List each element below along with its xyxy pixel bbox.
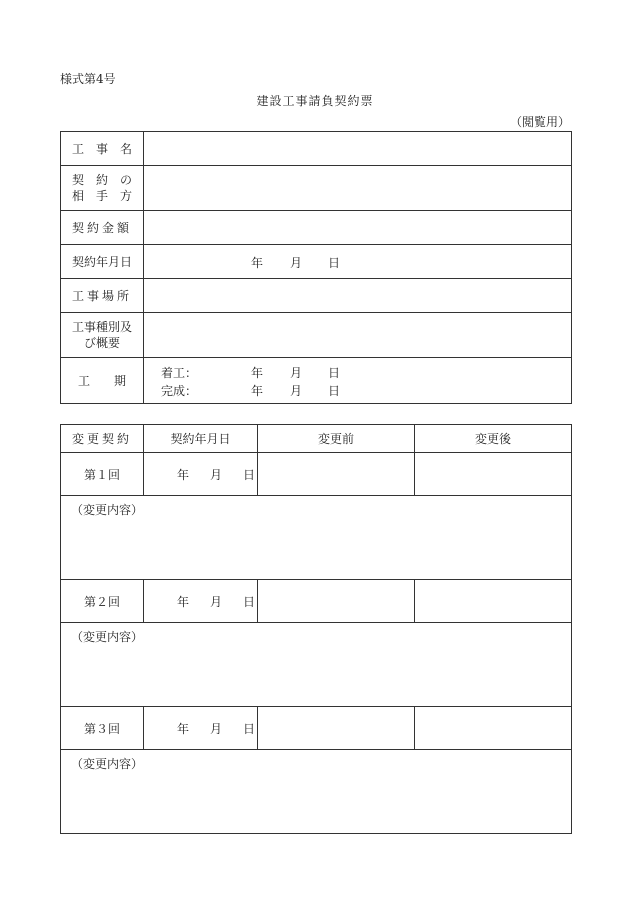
round-before-cell[interactable] (258, 453, 415, 496)
change-round-row (61, 580, 572, 623)
start-label: 着工： (161, 365, 198, 380)
row-work-type (61, 313, 572, 358)
label-counterparty-line1: 契 約 の (71, 173, 132, 187)
change-contents-label: （変更内容） (71, 630, 144, 644)
value-counterparty[interactable] (144, 166, 572, 211)
change-round-row (61, 707, 572, 750)
value-construction-site[interactable] (144, 279, 572, 313)
change-contents-label: （変更内容） (71, 757, 144, 771)
round-before-cell[interactable] (258, 580, 415, 623)
end-day: 日 (328, 383, 341, 398)
round-date-day: 日 (243, 722, 256, 736)
change-contents-row (61, 623, 572, 707)
value-work-type[interactable] (144, 313, 572, 358)
header-before-change: 変更前 (258, 425, 415, 453)
end-label: 完成： (161, 383, 198, 398)
start-day: 日 (328, 365, 341, 380)
end-year: 年 (251, 383, 264, 398)
contract-date-month: 月 (290, 255, 303, 270)
label-work-type-line2: び概要 (83, 336, 120, 350)
change-contents-cell[interactable] (61, 623, 572, 707)
round-date-cell[interactable] (144, 580, 258, 623)
start-year: 年 (251, 365, 264, 380)
label-work-type (61, 313, 144, 358)
change-contents-label: （変更内容） (71, 503, 144, 517)
document-title: 建設工事請負契約票 (256, 94, 374, 108)
change-contract-table (60, 424, 572, 834)
round-date-month: 月 (210, 468, 223, 482)
form-number: 様式第4号 (60, 72, 116, 86)
value-construction-period[interactable] (144, 358, 572, 404)
value-contract-date[interactable] (144, 245, 572, 279)
header-after-change: 変更後 (415, 425, 572, 453)
round-after-cell[interactable] (415, 580, 572, 623)
change-round-row (61, 453, 572, 496)
label-project-name: 工 事 名 (61, 132, 144, 166)
viewing-note: （閲覧用） (509, 115, 570, 129)
round-after-cell[interactable] (415, 453, 572, 496)
round-date-day: 日 (243, 468, 256, 482)
label-construction-period: 工 期 (61, 358, 144, 404)
round-date-cell[interactable] (144, 453, 258, 496)
round-date-year: 年 (177, 468, 190, 482)
row-project-name (61, 132, 572, 166)
round-date-year: 年 (177, 595, 190, 609)
label-contract-date: 契約年月日 (61, 245, 144, 279)
contract-info-table (60, 131, 572, 404)
contract-date-day: 日 (328, 255, 341, 270)
round-before-cell[interactable] (258, 707, 415, 750)
label-counterparty (61, 166, 144, 211)
change-contents-cell[interactable] (61, 496, 572, 580)
header-change-contract: 変更契約 (61, 425, 144, 453)
row-construction-period (61, 358, 572, 404)
round-date-month: 月 (210, 595, 223, 609)
round-label: 第１回 (61, 453, 144, 496)
change-contents-row (61, 496, 572, 580)
change-contents-row (61, 750, 572, 834)
round-date-month: 月 (210, 722, 223, 736)
header-contract-date: 契約年月日 (144, 425, 258, 453)
round-date-year: 年 (177, 722, 190, 736)
label-work-type-line1: 工事種別及 (71, 320, 132, 334)
row-contract-date (61, 245, 572, 279)
start-month: 月 (290, 365, 303, 380)
round-label: 第２回 (61, 580, 144, 623)
value-contract-amount[interactable] (144, 211, 572, 245)
change-contents-cell[interactable] (61, 750, 572, 834)
label-contract-amount: 契約金額 (61, 211, 144, 245)
round-date-cell[interactable] (144, 707, 258, 750)
change-header-row (61, 425, 572, 453)
end-month: 月 (290, 383, 303, 398)
round-label: 第３回 (61, 707, 144, 750)
round-after-cell[interactable] (415, 707, 572, 750)
row-counterparty (61, 166, 572, 211)
label-construction-site: 工事場所 (61, 279, 144, 313)
contract-date-year: 年 (251, 255, 264, 270)
value-project-name[interactable] (144, 132, 572, 166)
round-date-day: 日 (243, 595, 256, 609)
row-contract-amount (61, 211, 572, 245)
label-counterparty-line2: 相 手 方 (71, 189, 132, 203)
row-construction-site (61, 279, 572, 313)
